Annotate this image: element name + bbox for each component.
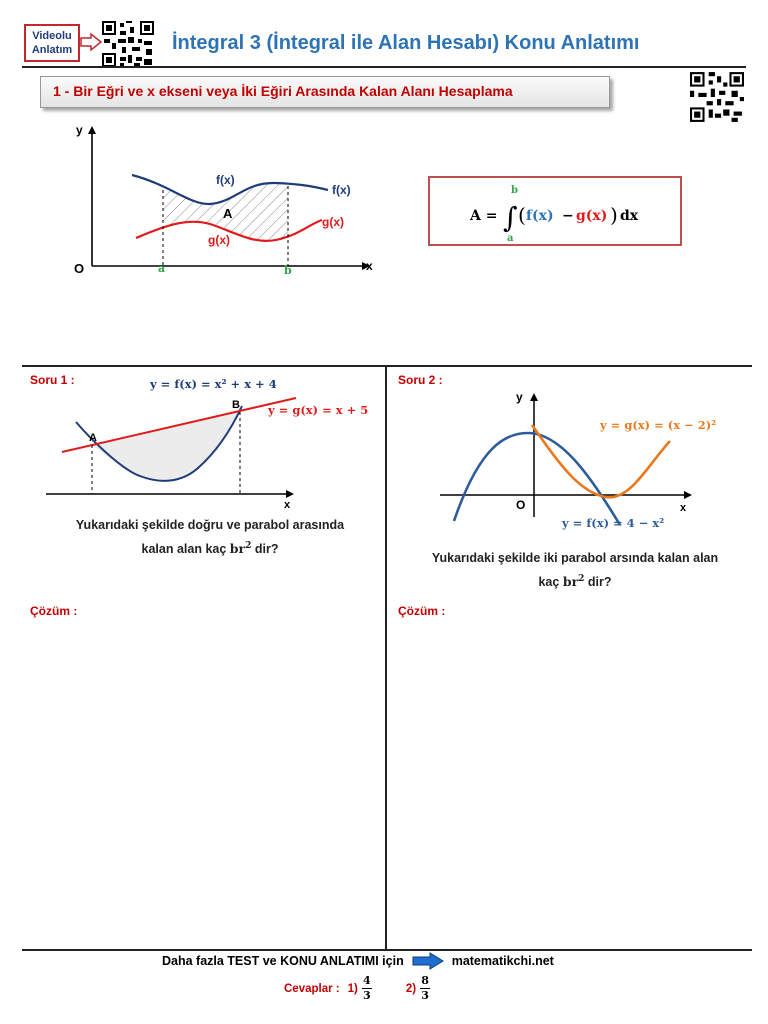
answers-label: Cevaplar : — [284, 982, 340, 995]
svg-text:): ) — [610, 203, 618, 227]
formula-lhs: A = — [470, 208, 498, 224]
question-1-solution-label: Çözüm : — [30, 604, 78, 618]
answers-row — [284, 975, 434, 1002]
answer-1-number: 1) — [347, 982, 358, 995]
question-2-text: Yukarıdaki şekilde iki parabol arsında kalan alan kaç $br^2$ dir? — [431, 551, 719, 590]
svg-text:(: ( — [518, 203, 526, 227]
arrow-right-icon — [412, 953, 444, 969]
q1-g-equation: y = g(x) = x + 5 — [268, 403, 369, 417]
footer-divider — [22, 949, 752, 951]
question-2-graph — [420, 385, 750, 535]
integral-lower-bound: a — [507, 233, 514, 244]
footer-promo — [162, 953, 554, 969]
origin-label: O — [516, 498, 526, 512]
parabola-g — [532, 425, 670, 497]
integral-upper-bound: b — [511, 185, 518, 196]
formula-g: g(x) — [576, 208, 608, 224]
formula-dx: dx — [620, 208, 639, 224]
g-label-right: g(x) — [322, 215, 344, 229]
section-divider — [22, 365, 752, 367]
g-label-lower: g(x) — [208, 233, 230, 247]
qr-code-icon[interactable] — [102, 21, 154, 67]
question-1-graph — [40, 372, 380, 511]
question-2-label: Soru 2 : — [398, 373, 443, 387]
integral-sign-icon: ∫ — [503, 201, 518, 234]
page-title: İntegral 3 (İntegral ile Alan Hesabı) Konu Anlatımı — [172, 32, 640, 54]
footer-site-link[interactable]: matematikchi.net — [451, 954, 554, 968]
x-axis-label: x — [366, 259, 373, 273]
video-lecture-badge[interactable] — [24, 24, 80, 62]
parabola-f — [454, 433, 620, 525]
question-1-text: Yukarıdaki şekilde doğru ve parabol arasında kalan alan kaç $br^2$ dir? — [75, 518, 345, 557]
area-formula-box — [428, 176, 682, 246]
formula-f: f(x) — [526, 208, 554, 224]
a-label: a — [158, 262, 166, 275]
answer-2-number: 2) — [405, 982, 417, 995]
title-divider — [22, 66, 746, 68]
x-axis-label: x — [680, 502, 687, 514]
y-axis-label: y — [76, 123, 83, 137]
area-between-curves-diagram — [60, 120, 390, 290]
section-heading: 1 - Bir Eğri ve x ekseni veya İki Eğiri Arasında Kalan Alanı Hesaplama — [40, 76, 610, 108]
qr-code-icon[interactable] — [690, 72, 744, 122]
video-badge-line1: Videolu — [32, 30, 72, 42]
video-badge-line2: Anlatım — [31, 44, 73, 56]
f-label-upper: f(x) — [216, 173, 235, 187]
footer-promo-text: Daha fazla TEST ve KONU ANLATIMI için — [162, 954, 404, 968]
answer-2-fraction: $\frac{8}{3}$ — [421, 974, 429, 1002]
y-axis-label: y — [516, 390, 523, 404]
formula-minus: − — [562, 208, 574, 224]
point-b-label: B — [232, 399, 240, 411]
x-axis-label: x — [284, 499, 291, 511]
q1-f-equation: y = f(x) = x² + x + 4 — [150, 377, 277, 391]
arrow-right-icon — [80, 33, 102, 51]
area-label: A — [223, 206, 233, 221]
question-2-solution-label: Çözüm : — [398, 604, 446, 618]
answer-1-fraction: $\frac{4}{3}$ — [363, 974, 371, 1002]
q2-g-equation: y = g(x) = (x − 2)² — [600, 418, 717, 432]
f-label-right: f(x) — [332, 183, 351, 197]
point-a-label: A — [89, 432, 97, 444]
q2-f-equation: y = f(x) = 4 − x² — [562, 516, 665, 530]
b-label: b — [284, 264, 292, 277]
question-1-label: Soru 1 : — [30, 373, 75, 387]
column-divider — [385, 365, 387, 950]
origin-label: O — [74, 261, 85, 276]
